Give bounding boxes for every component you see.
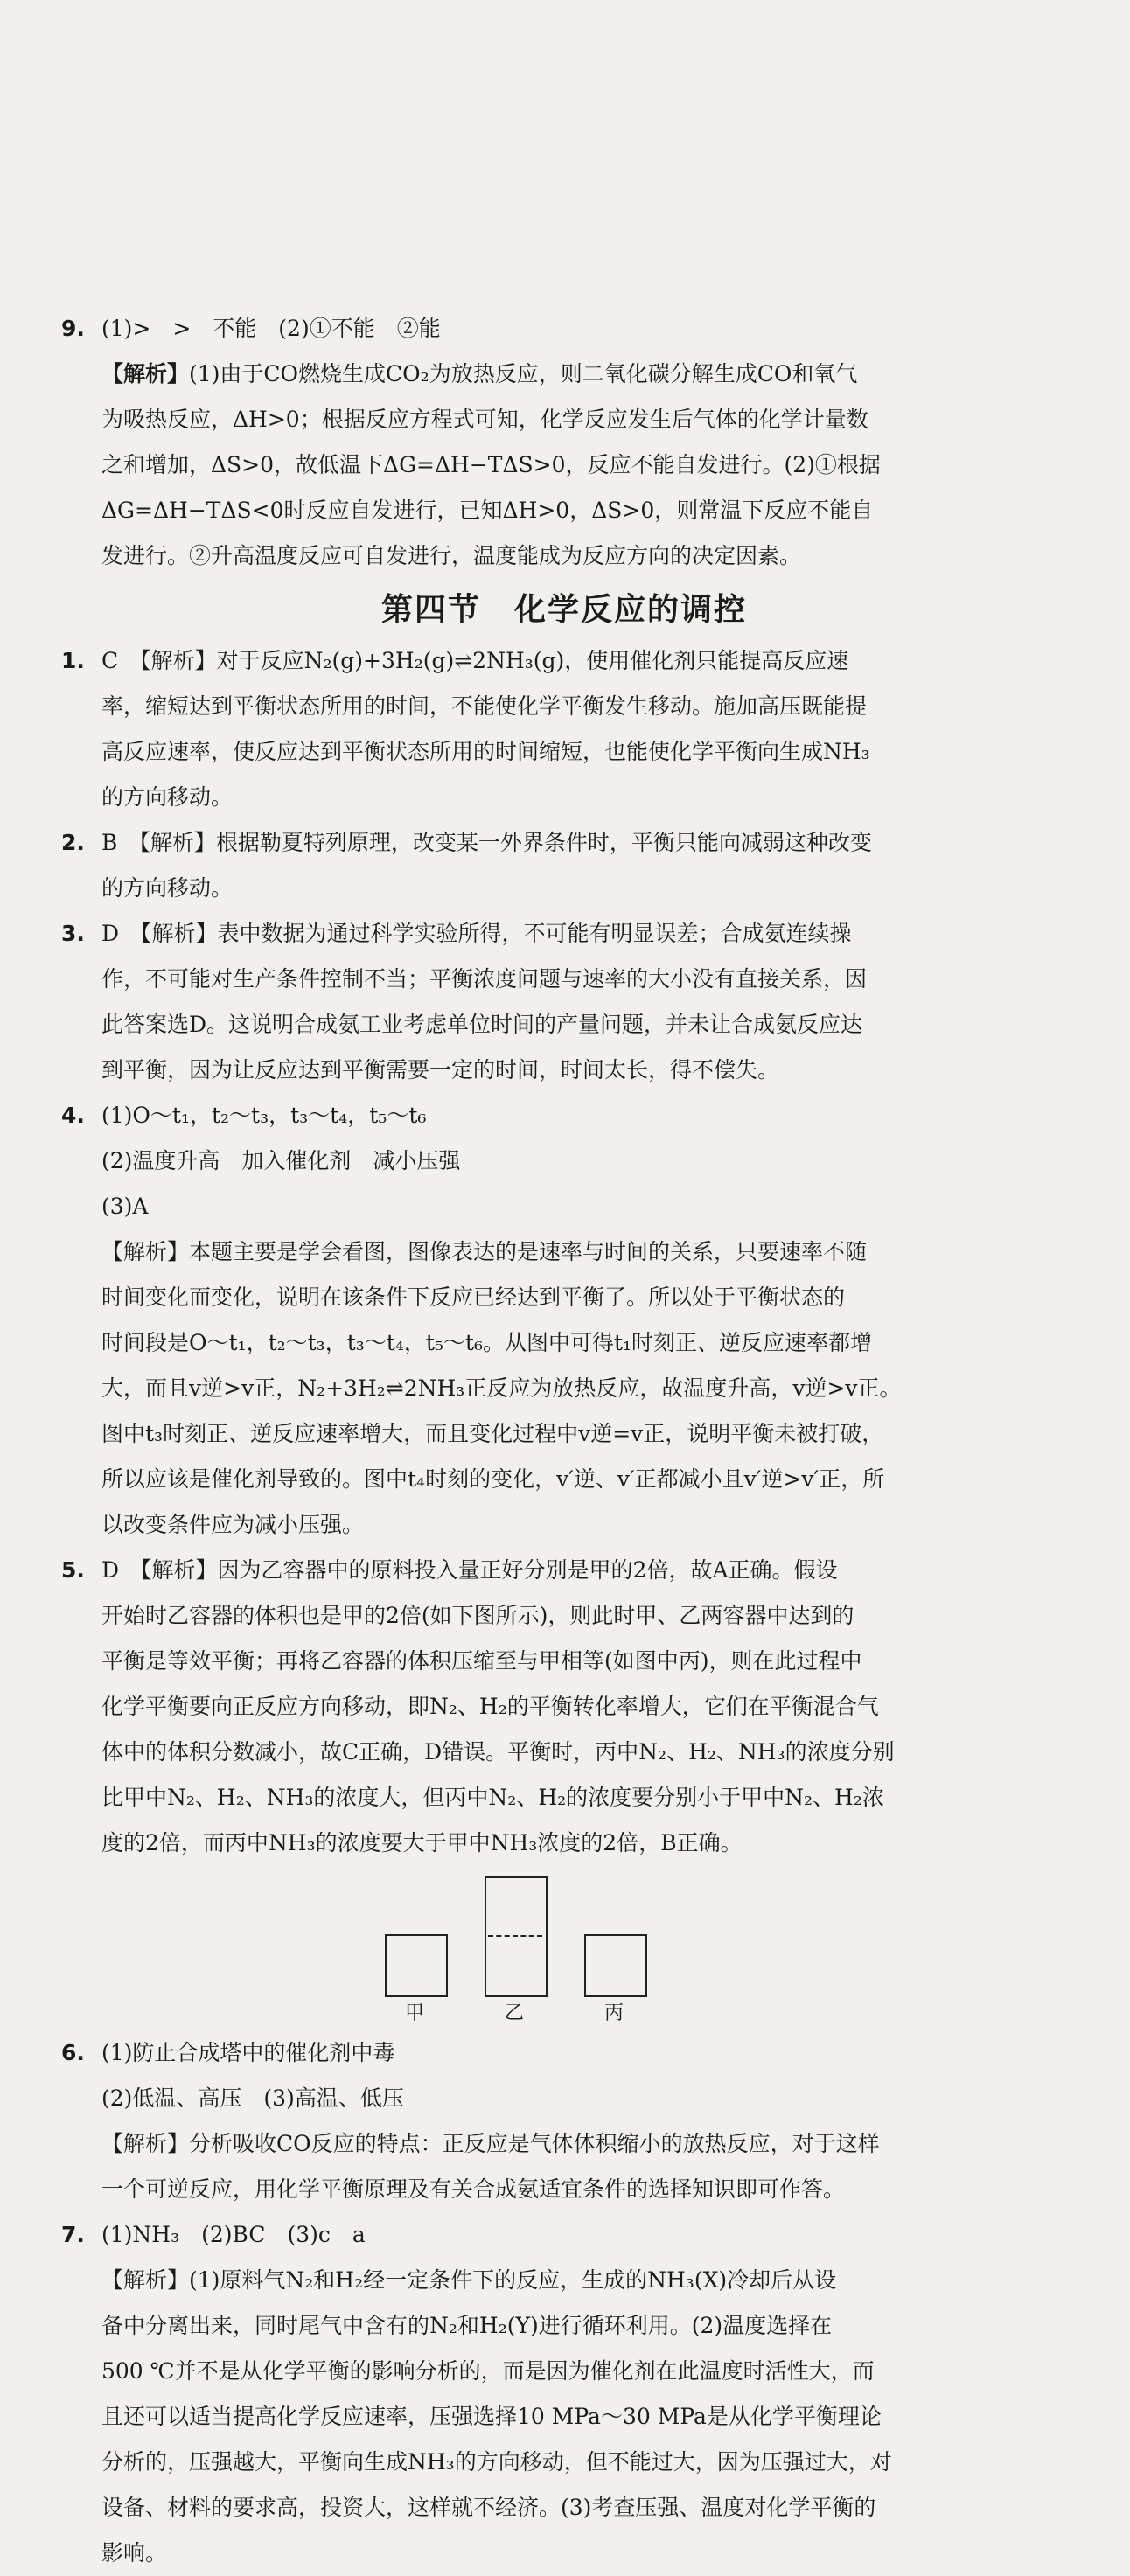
analysis-line: 为吸热反应，ΔH>0；根据反应方程式可知，化学反应发生后气体的化学计量数 [101, 407, 868, 432]
question-number: 4. [61, 1103, 85, 1128]
analysis-line: 大，而且v逆>v正，N₂+3H₂⇌2NH₃正反应为放热反应，故温度升高，v逆>v正。 [101, 1375, 902, 1401]
analysis-line: 发进行。②升高温度反应可自发进行，温度能成为反应方向的决定因素。 [101, 543, 802, 568]
answer-line: (2)温度升高 加入催化剂 减小压强 [101, 1148, 461, 1173]
answer-4 [61, 1093, 1067, 1548]
answer-body [101, 820, 1067, 911]
analysis-line: 时间变化而变化，说明在该条件下反应已经达到平衡了。所以处于平衡状态的 [101, 1285, 846, 1310]
answer-body [101, 911, 1067, 1093]
analysis-line: 500 ℃并不是从化学平衡的影响分析的，而是因为催化剂在此温度时活性大，而 [101, 2358, 875, 2384]
question-number: 2. [61, 830, 85, 855]
answer-body [101, 638, 1067, 820]
label-yi: 乙 [505, 2002, 525, 2024]
container-jia [385, 1934, 448, 1997]
answer-7 [61, 2212, 1067, 2576]
question-number: 9. [61, 316, 85, 341]
analysis-line: 设备、材料的要求高，投资大，这样就不经济。(3)考查压强、温度对化学平衡的 [101, 2495, 876, 2520]
answer-line: (3)A [101, 1194, 149, 1219]
analysis-text: (1)由于CO燃烧生成CO₂为放热反应，则二氧化碳分解生成CO和氧气 [189, 361, 858, 386]
answer-6 [61, 2030, 1067, 2212]
answer-5 [61, 1548, 1067, 1866]
analysis-tag: 【解析】 [101, 361, 190, 386]
analysis-line: 【解析】(1)原料气N₂和H₂经一定条件下的反应，生成的NH₃(X)冷却后从设 [101, 2267, 837, 2293]
analysis-line: 【解析】本题主要是学会看图，图像表达的是速率与时间的关系，只要速率不随 [101, 1239, 868, 1264]
answer-body [101, 1548, 1067, 1866]
analysis-line: 之和增加，ΔS>0，故低温下ΔG=ΔH−TΔS>0，反应不能自发进行。(2)①根据 [101, 452, 881, 477]
answer-3 [61, 911, 1067, 1093]
analysis-line: 所以应该是催化剂导致的。图中t₄时刻的变化，v′逆、v′正都减小且v′逆>v′正，所 [101, 1466, 885, 1492]
analysis-line: 【解析】分析吸收CO反应的特点：正反应是气体体积缩小的放热反应，对于这样 [101, 2131, 880, 2156]
question-number: 7. [61, 2222, 85, 2247]
analysis-line: 高反应速率，使反应达到平衡状态所用的时间缩短，也能使化学平衡向生成NH₃ [101, 739, 870, 764]
analysis-line: C 【解析】对于反应N₂(g)+3H₂(g)⇌2NH₃(g)，使用催化剂只能提高反应速 [101, 648, 849, 673]
analysis-line: 度的2倍，而丙中NH₃的浓度要大于甲中NH₃浓度的2倍，B正确。 [101, 1830, 743, 1855]
question-number: 3. [61, 921, 85, 946]
container-bing [584, 1934, 647, 1997]
question-number: 5. [61, 1557, 85, 1583]
answer-line: (1)NH₃ (2)BC (3)c a [101, 2222, 366, 2247]
analysis-line: 的方向移动。 [101, 875, 234, 901]
analysis-line: 图中t₃时刻正、逆反应速率增大，而且变化过程中v逆=v正，说明平衡未被打破， [101, 1421, 884, 1446]
analysis-line: 体中的体积分数减小，故C正确，D错误。平衡时，丙中N₂、H₂、NH₃的浓度分别 [101, 1739, 895, 1765]
answer-line: (1)防止合成塔中的催化剂中毒 [101, 2040, 395, 2065]
analysis-line: 以改变条件应为减小压强。 [101, 1512, 365, 1537]
container-yi [485, 1876, 548, 1997]
answer-body [101, 1093, 1067, 1548]
answer-2 [61, 820, 1067, 911]
analysis-line: 开始时乙容器的体积也是甲的2倍(如下图所示)，则此时甲、乙两容器中达到的 [101, 1603, 854, 1628]
analysis-line: 作，不可能对生产条件控制不当；平衡浓度问题与速率的大小没有直接关系，因 [101, 966, 868, 992]
analysis-line: 时间段是O～t₁，t₂～t₃，t₃～t₄，t₅～t₆。从图中可得t₁时刻正、逆反应速率都增 [101, 1330, 873, 1355]
analysis-line: 比甲中N₂、H₂、NH₃的浓度大，但丙中N₂、H₂的浓度要分别小于甲中N₂、H₂浓 [101, 1785, 884, 1810]
analysis-line: D 【解析】因为乙容器中的原料投入量正好分别是甲的2倍，故A正确。假设 [101, 1557, 838, 1583]
answer-line: (2)低温、高压 (3)高温、低压 [101, 2085, 404, 2111]
analysis-line: D 【解析】表中数据为通过科学实验所得，不可能有明显误差；合成氨连续操 [101, 921, 852, 946]
analysis-line: 影响。 [101, 2540, 168, 2566]
analysis-line: B 【解析】根据勒夏特列原理，改变某一外界条件时，平衡只能向减弱这种改变 [101, 830, 872, 855]
answer-body [101, 2212, 1067, 2576]
answer-line: (1)O～t₁，t₂～t₃，t₃～t₄，t₅～t₆ [101, 1103, 427, 1128]
analysis-line: 一个可逆反应，用化学平衡原理及有关合成氨适宜条件的选择知识即可作答。 [101, 2176, 846, 2202]
analysis-line: 备中分离出来，同时尾气中含有的N₂和H₂(Y)进行循环利用。(2)温度选择在 [101, 2313, 833, 2338]
analysis-line: 分析的，压强越大，平衡向生成NH₃的方向移动，但不能过大，因为压强过大，对 [101, 2449, 892, 2475]
analysis-line: 率，缩短达到平衡状态所用的时间，不能使化学平衡发生移动。施加高压既能提 [101, 693, 868, 719]
analysis-line: 平衡是等效平衡；再将乙容器的体积压缩至与甲相等(如图中丙)，则在此过程中 [101, 1648, 862, 1674]
answer-9 [61, 306, 1067, 579]
analysis-line: 化学平衡要向正反应方向移动，即N₂、H₂的平衡转化率增大，它们在平衡混合气 [101, 1694, 879, 1719]
question-number: 1. [61, 648, 85, 673]
answer-body [101, 306, 1067, 579]
answer-body [101, 2030, 1067, 2212]
analysis-line: 且还可以适当提高化学反应速率，压强选择10 MPa～30 MPa是从化学平衡理论 [101, 2404, 882, 2429]
analysis-line: 到平衡，因为让反应达到平衡需要一定的时间，时间太长，得不偿失。 [101, 1057, 780, 1083]
answer-content [61, 306, 1067, 2576]
analysis-line: 此答案选D。这说明合成氨工业考虑单位时间的产量问题，并未让合成氨反应达 [101, 1012, 863, 1037]
analysis-line [101, 352, 1067, 397]
answer-1 [61, 638, 1067, 820]
container-figure [61, 1871, 1067, 2030]
label-jia: 甲 [405, 2002, 425, 2024]
answer-line: (1)> > 不能 (2)①不能 ②能 [101, 316, 441, 341]
question-number: 6. [61, 2040, 85, 2065]
container-yi-divider [488, 1935, 542, 1937]
analysis-line: ΔG=ΔH−TΔS<0时反应自发进行，已知ΔH>0，ΔS>0，则常温下反应不能自 [101, 498, 874, 523]
analysis-line: 的方向移动。 [101, 784, 234, 810]
section-title: 第四节 化学反应的调控 [380, 592, 747, 628]
label-bing: 丙 [604, 2002, 624, 2024]
